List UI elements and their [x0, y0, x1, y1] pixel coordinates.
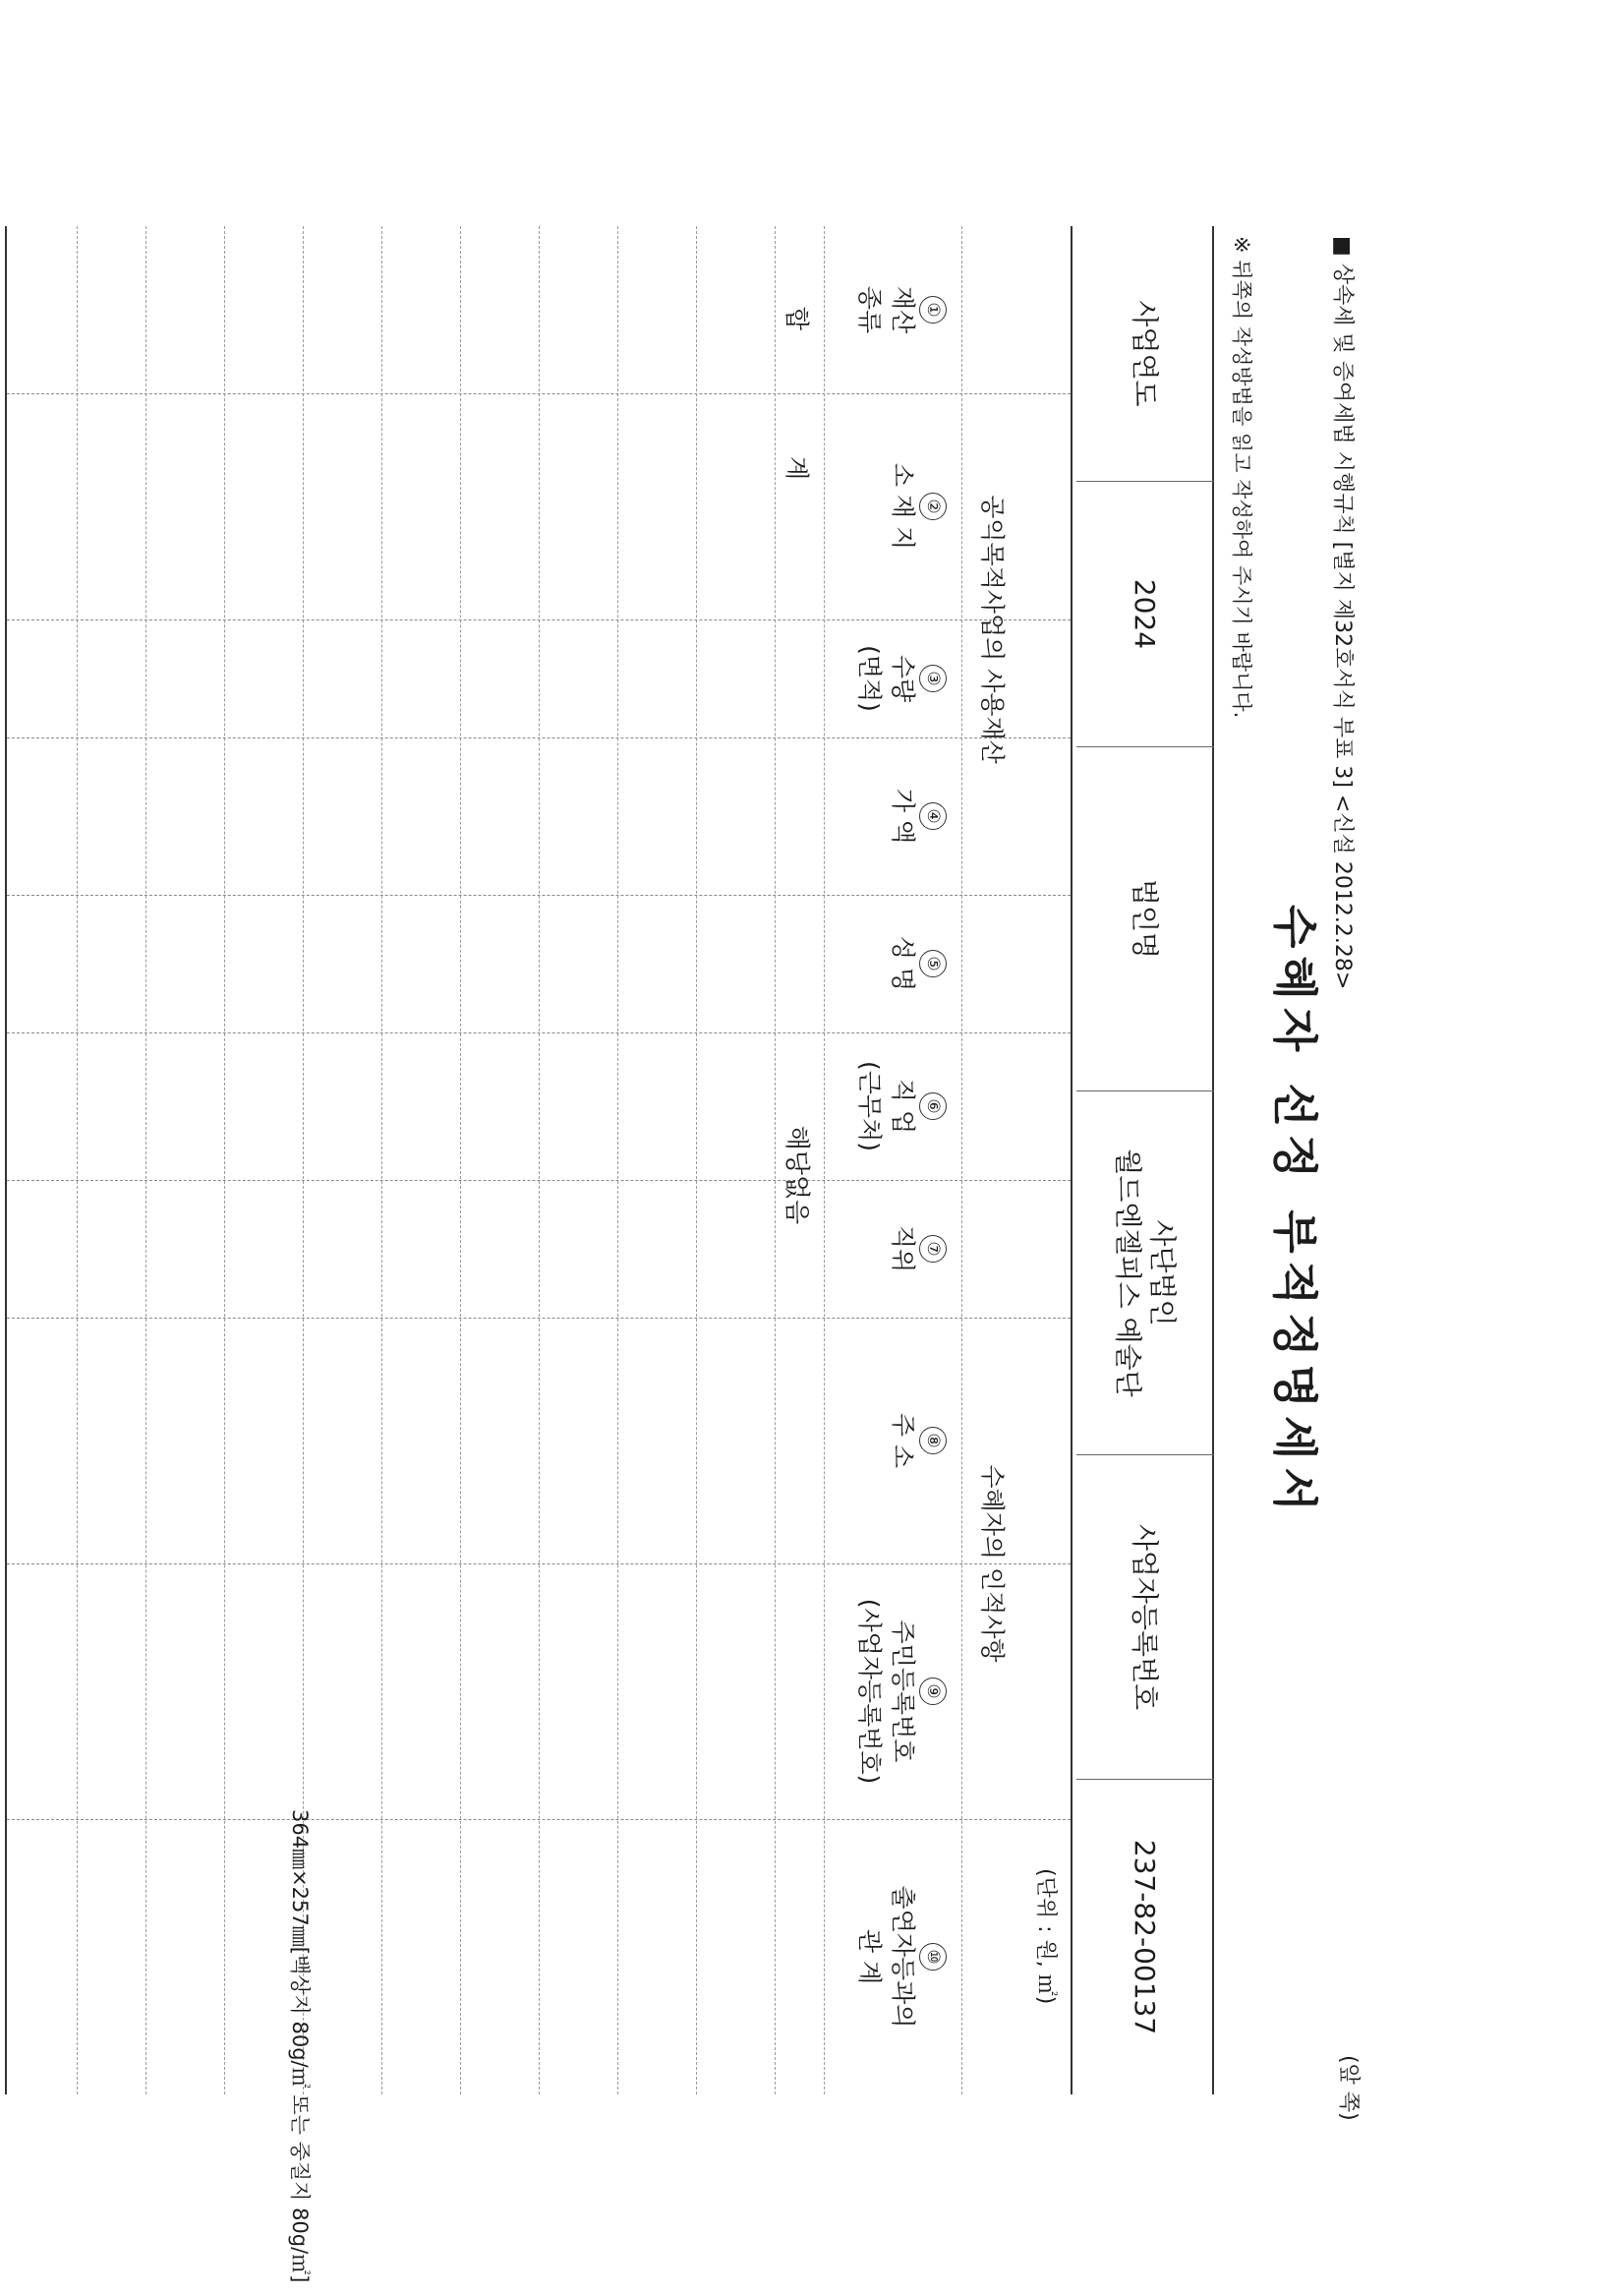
col-number: ④	[919, 802, 947, 830]
col-number: ⑦	[919, 1235, 947, 1263]
col-header-8: ⑧ 주 소	[886, 1318, 953, 1563]
total-label: 합 계	[783, 306, 811, 540]
col-header-5: ⑤ 성 명	[886, 895, 953, 1032]
col-number: ⑩	[919, 1943, 947, 1971]
col-header-7: ⑦ 직위	[886, 1180, 953, 1318]
row-divider	[381, 226, 382, 2094]
row-divider	[539, 226, 540, 2094]
row-divider	[77, 226, 78, 2094]
col-header-1: ① 재산 종류	[853, 226, 954, 393]
col-number: ⑤	[919, 950, 947, 977]
row-divider	[145, 226, 146, 2094]
unit-label: (단위 : 원, ㎡)	[1033, 1868, 1058, 2005]
form-title: 수혜자 선정 부적정명세서	[1268, 905, 1321, 1519]
group-divider	[961, 226, 962, 2094]
col-number: ③	[919, 665, 947, 692]
col-header-6: ⑥ 직 업 (근무처)	[853, 1032, 954, 1180]
col-number: ⑧	[919, 1427, 947, 1454]
col-number: ⑥	[919, 1092, 947, 1120]
col-header-9: ⑨ 주민등록번호 (사업자등록번호)	[853, 1563, 954, 1819]
paper-spec: 364㎜×257㎜[백상지 80g/㎡ 또는 중질지 80g/㎡]	[288, 1809, 312, 2283]
col-header-10: ⑩ 출연자등과의 관 계	[853, 1819, 954, 2094]
corp-value	[1076, 1091, 1214, 1455]
corp-value-line1: 사단법인	[1146, 1219, 1179, 1326]
group-header-beneficiary: 수혜자의 인적사항	[978, 1464, 1007, 1663]
instruction-note: ※ 뒤쪽의 작성방법을 읽고 작성하여 주시기 바랍니다.	[1230, 236, 1253, 719]
form-reference: ■ 상속세 및 증여세법 시행규칙 [별지 제32호서식 부표 3] <신설 2012.2.28>	[1330, 236, 1355, 990]
col-number: ⑨	[919, 1678, 947, 1705]
row-divider	[775, 226, 776, 2094]
reg-label: 사업자등록번호	[1076, 1455, 1214, 1780]
row-divider	[224, 226, 225, 2094]
detail-table	[5, 226, 1072, 2094]
year-label: 사업연도	[1076, 226, 1214, 482]
col-number: ②	[919, 493, 947, 520]
corp-label: 법인명	[1076, 747, 1214, 1091]
col-header-2: ② 소 재 지	[886, 393, 953, 619]
col-header-4: ④ 가 액	[886, 737, 953, 895]
header-divider	[824, 226, 825, 2094]
info-band	[1076, 226, 1214, 2094]
col-header-3: ③ 수량 (면적)	[853, 619, 954, 737]
col-number: ①	[919, 296, 947, 324]
page-side-label: (앞 쪽)	[1336, 2055, 1361, 2121]
reg-value: 237-82-00137	[1129, 1839, 1162, 2035]
row-divider	[696, 226, 697, 2094]
row-divider	[460, 226, 461, 2094]
group-header-assets: 공익목적사업의 사용재산	[978, 495, 1007, 764]
corp-value-line2: 월드엔젤피스 예술단	[1112, 1148, 1144, 1397]
row-divider	[617, 226, 618, 2094]
empty-note: 해당없음	[782, 1125, 811, 1225]
year-value: 2024	[1076, 482, 1214, 747]
